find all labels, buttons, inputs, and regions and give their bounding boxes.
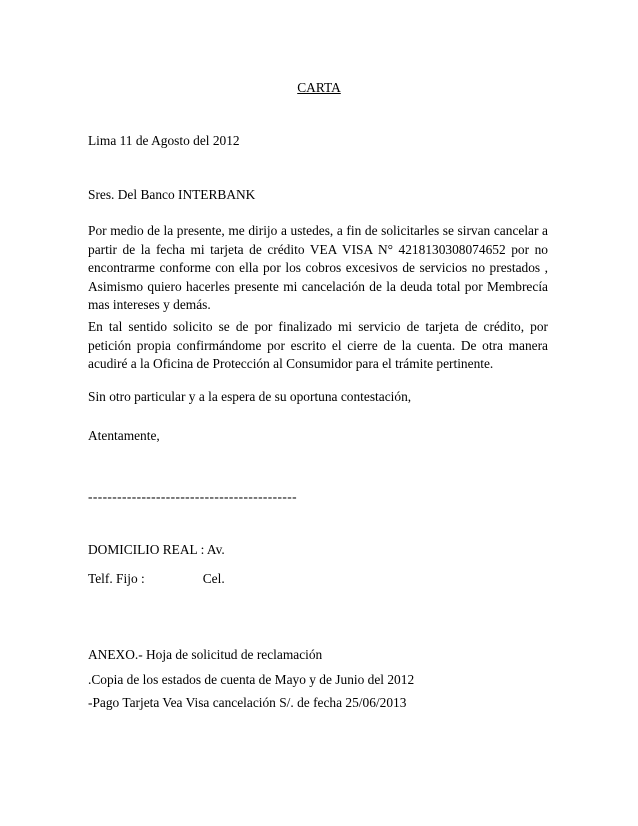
- signature-line: -------------------------------------------: [88, 489, 297, 504]
- letter-date: Lima 11 de Agosto del 2012: [88, 133, 240, 148]
- anexo-item-2: -Pago Tarjeta Vea Visa cancelación S/. de fecha 25/06/2013: [88, 695, 407, 710]
- domicilio-line: DOMICILIO REAL : Av.: [88, 542, 225, 557]
- letter-salutation: Atentamente,: [88, 428, 160, 443]
- telf-fijo-label: Telf. Fijo :: [88, 571, 145, 586]
- anexo-item-1: .Copia de los estados de cuenta de Mayo y de Junio del 2012: [88, 672, 415, 687]
- anexo-title: ANEXO.- Hoja de solicitud de reclamación: [88, 647, 323, 662]
- letter-closing: Sin otro particular y a la espera de su oportuna contestación,: [88, 389, 412, 404]
- telephone-line: [88, 570, 548, 589]
- letter-paragraph-2: En tal sentido solicito se de por finalizado mi servicio de tarjeta de crédito, por petición propia confirmándome por escrito el cierre de la cuenta. De otra manera acudiré a la Oficina de Protección al Consumidor para el trámite pertinente.: [88, 319, 548, 371]
- letter-paragraph-1: Por medio de la presente, me dirijo a ustedes, a fin de solicitarles se sirvan cancelar a partir de la fecha mi tarjeta de crédito VEA VISA N° 4218130308074652 por no encontrarme conforme con ella por los cobros excesivos de servicios no prestados , Asimismo quiero hacerles presente mi cancelación de la deuda total por Membrecía mas intereses y demás.: [88, 223, 548, 312]
- letter-title: CARTA: [297, 80, 341, 95]
- cel-label: Cel.: [202, 571, 225, 586]
- letter-addressee: Sres. Del Banco INTERBANK: [88, 187, 256, 202]
